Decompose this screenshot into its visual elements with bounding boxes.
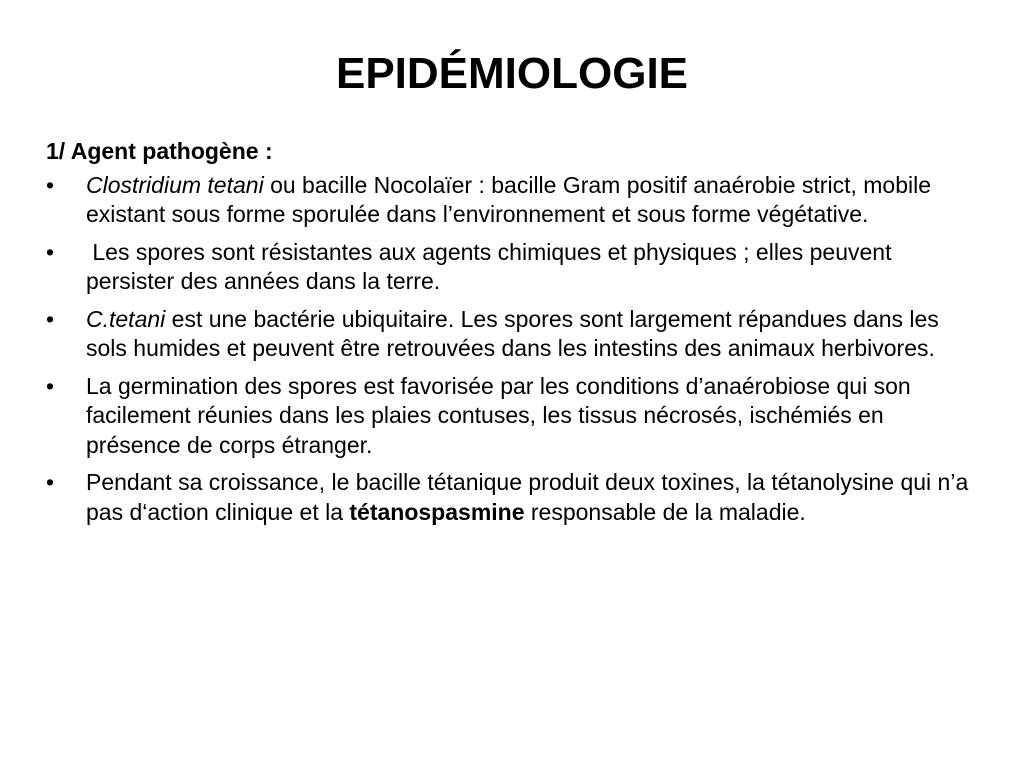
bullet-italic-term: C.tetani bbox=[86, 305, 166, 332]
bullet-item bbox=[46, 305, 976, 364]
bullet-text: La germination des spores est favorisée par les conditions d’anaérobiose qui son facilement réunies dans les plaies contuses, les tissus nécrosés, ischémiés en présence de corps étranger. bbox=[86, 372, 911, 458]
bullet-item bbox=[46, 238, 976, 297]
bullet-text: ou bacille Nocolaïer : bacille Gram positif anaérobie strict, mobile existant sous forme sporulée dans l’environnement et sous forme végétative. bbox=[86, 171, 931, 227]
bullet-dot-icon: • bbox=[46, 469, 55, 495]
bullet-dot-icon: • bbox=[46, 238, 55, 265]
bullet-text: Pendant sa croissance, le bacille tétanique produit deux toxines, la tétanolysine qui n’a pas d‘action clinique et la bbox=[86, 469, 969, 525]
bullet-text-after: responsable de la maladie. bbox=[524, 498, 806, 525]
bullet-item bbox=[46, 372, 976, 461]
slide-title: EPIDÉMIOLOGIE bbox=[335, 49, 689, 98]
bullet-dot-icon: • bbox=[46, 305, 55, 332]
bullet-text: Les spores sont résistantes aux agents chimiques et physiques ; elles peuvent persister des années dans la terre. bbox=[86, 238, 898, 294]
bullet-item bbox=[46, 171, 976, 230]
bullet-dot-icon: • bbox=[46, 171, 55, 198]
slide-content bbox=[46, 137, 976, 535]
bullet-bold-term: tétanospasmine bbox=[349, 498, 525, 525]
bullet-italic-term: Clostridium tetani bbox=[86, 171, 264, 198]
section-subheading: 1/ Agent pathogène : bbox=[46, 138, 273, 164]
bullet-list bbox=[46, 171, 976, 528]
bullet-item bbox=[46, 468, 976, 527]
bullet-text: est une bactérie ubiquitaire. Les spores sont largement répandues dans les sols humides et peuvent être retrouvées dans les intestins des animaux herbivores. bbox=[86, 305, 939, 361]
bullet-dot-icon: • bbox=[46, 372, 55, 399]
